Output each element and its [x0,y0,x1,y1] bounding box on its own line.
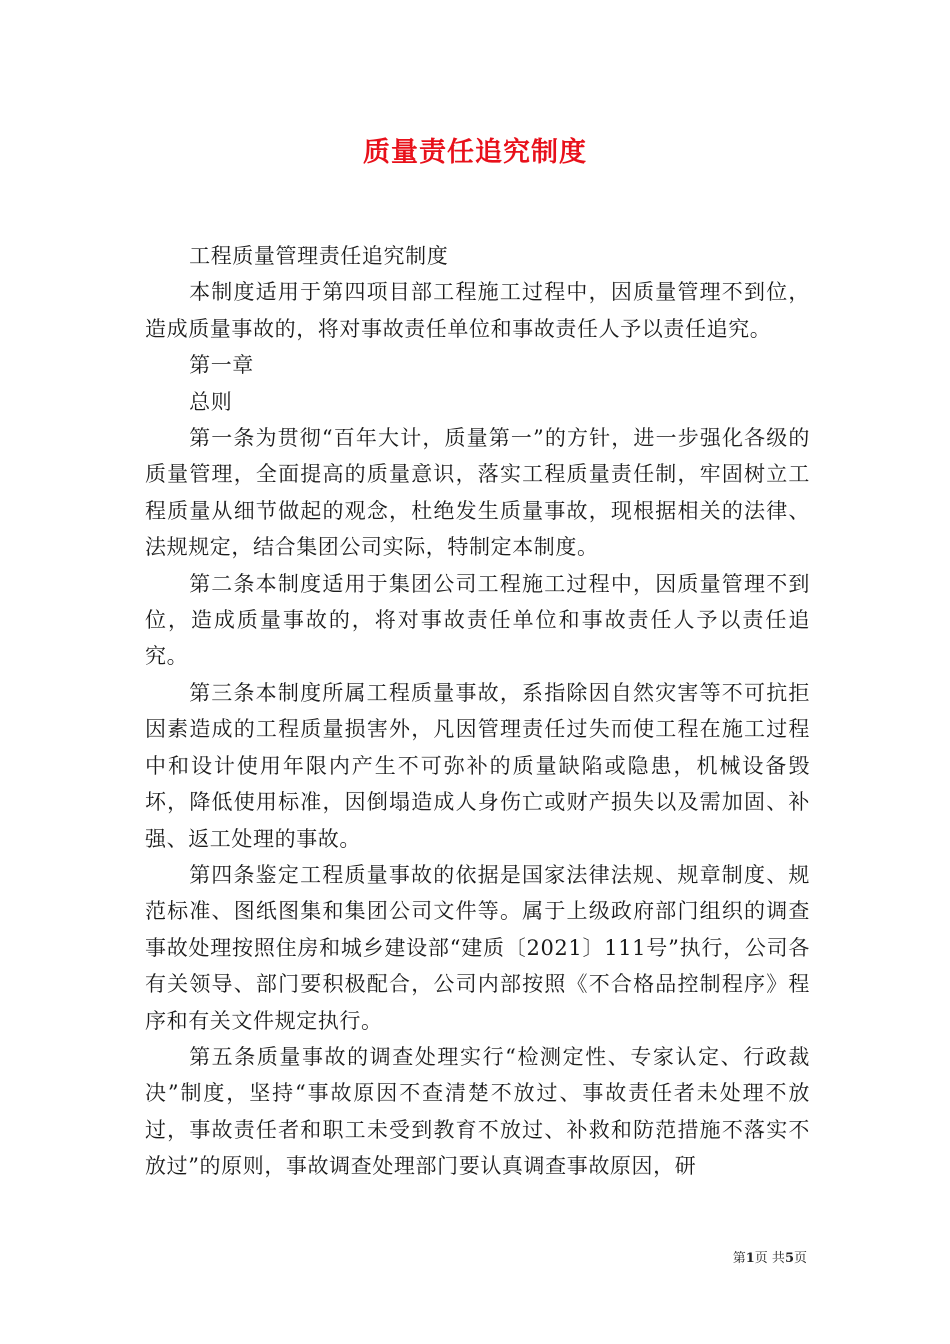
footer-middle: 页 共 [754,1251,785,1266]
article-5: 第五条质量事故的调查处理实行“检测定性、专家认定、行政裁决”制度，坚持“事故原因不查清楚不放过、事故责任者未处理不放过，事故责任者和职工未受到教育不放过、补救和防范措施不落实不放过”的原则，事故调查处理部门要认真调查事故原因，研 [145,1044,810,1179]
footer-suffix: 页 [793,1251,807,1266]
paragraph-scope: 本制度适用于第四项目部工程施工过程中，因质量管理不到位，造成质量事故的，将对事故责任单位和事故责任人予以责任追究。 [145,280,810,341]
paragraph-subtitle: 工程质量管理责任追究制度 [189,244,449,268]
footer-prefix: 第 [732,1251,746,1266]
document-body [145,238,810,1185]
article-1: 第一条为贯彻“百年大计，质量第一”的方针，进一步强化各级的质量管理，全面提高的质量意识，落实工程质量责任制，牢固树立工程质量从细节做起的观念，杜绝发生质量事故，现根据相关的法律、法规规定，结合集团公司实际，特制定本制度。 [145,426,810,560]
page-number-footer [733,1247,807,1266]
article-4: 第四条鉴定工程质量事故的依据是国家法律法规、规章制度、规范标准、图纸图集和集团公司文件等。属于上级政府部门组织的调查事故处理按照住房和城乡建设部“建质〔2021〕111号”执行，公司各有关领导、部门要积极配合，公司内部按照《不合格品控制程序》程序和有关文件规定执行。 [145,862,810,1033]
footer-total-pages: 5 [784,1251,794,1266]
article-3: 第三条本制度所属工程质量事故，系指除因自然灾害等不可抗拒因素造成的工程质量损害外，凡因管理责任过失而使工程在施工过程中和设计使用年限内产生不可弥补的质量缺陷或隐患，机械设备毁坏，降低使用标准，因倒塌造成人身伤亡或财产损失以及需加固、补强、返工处理的事故。 [145,680,810,851]
document-title: 质量责任追究制度 [363,137,587,168]
article-2: 第二条本制度适用于集团公司工程施工过程中，因质量管理不到位，造成质量事故的，将对事故责任单位和事故责任人予以责任追究。 [145,571,810,669]
chapter-title: 总则 [189,389,233,414]
footer-current-page: 1 [745,1251,755,1266]
chapter-heading: 第一章 [189,353,254,378]
